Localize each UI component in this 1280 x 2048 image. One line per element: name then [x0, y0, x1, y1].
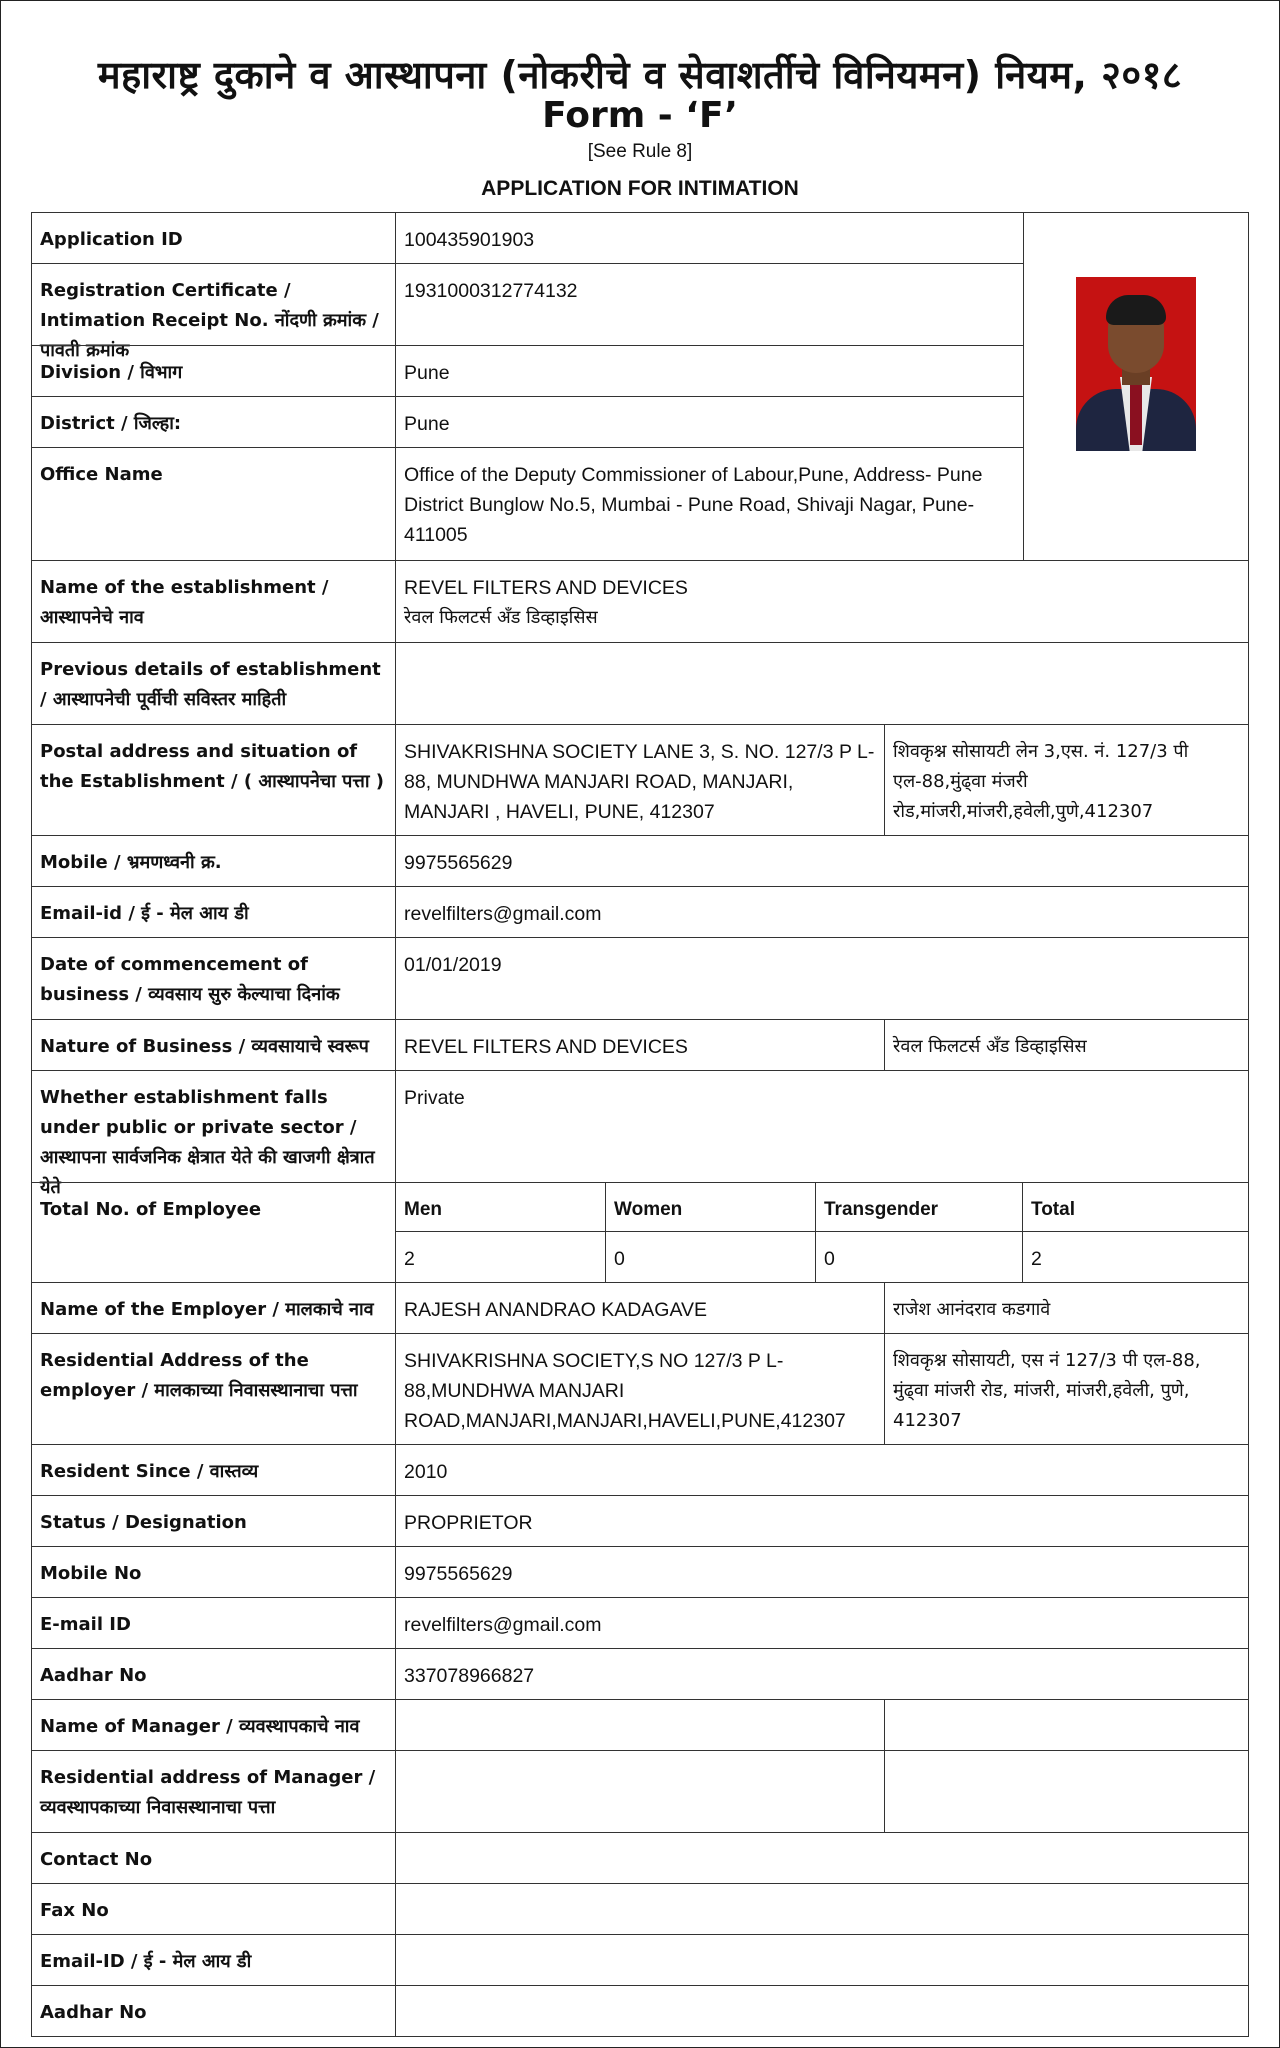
rule-reference: [See Rule 8] [587, 141, 693, 162]
label-manager: Name of Manager / व्यवस्थापकाचे नाव [31, 1699, 396, 1751]
value-resident-since: 2010 [395, 1444, 1249, 1496]
label-division: Division / विभाग [31, 345, 396, 397]
employees-men: 2 [395, 1231, 606, 1283]
label-aadhar-2: Aadhar No [31, 1985, 396, 2037]
value-commencement: 01/01/2019 [395, 937, 1249, 1020]
label-registration: Registration Certificate / Intimation Receipt No. नोंदणी क्रमांक / पावती क्रमांक [31, 263, 396, 346]
value-status: PROPRIETOR [395, 1495, 1249, 1547]
label-resident-since: Resident Since / वास्तव्य [31, 1444, 396, 1496]
value-mobile-no: 9975565629 [395, 1546, 1249, 1598]
value-email-id-2 [395, 1934, 1249, 1986]
form-subtitle: APPLICATION FOR INTIMATION [481, 177, 799, 200]
label-sector: Whether establishment falls under public or private sector / आस्थापना सार्वजनिक क्षेत्रात येते की खाजगी क्षेत्रात येते [31, 1070, 396, 1183]
label-commencement: Date of commencement of business / व्यवसाय सुरु केल्याचा दिनांक [31, 937, 396, 1020]
value-employer-address-en: SHIVAKRISHNA SOCIETY,S NO 127/3 P L-88,MUNDHWA MANJARI ROAD,MANJARI,MANJARI,HAVELI,PUNE,412307 [395, 1333, 885, 1445]
label-postal: Postal address and situation of the Establishment / ( आस्थापनेचा पत्ता ) [31, 724, 396, 836]
value-postal-mr: शिवकृश्न सोसायटी लेन 3,एस. नं. 127/3 पी एल-88,मुंढ्वा मंजरी रोड,मांजरी,मांजरी,हवेली,पुणे,412307 [884, 724, 1249, 836]
value-sector: Private [395, 1070, 1249, 1183]
employees-transgender: 0 [815, 1231, 1023, 1283]
value-establishment [395, 560, 1249, 643]
value-postal-en: SHIVAKRISHNA SOCIETY LANE 3, S. NO. 127/3 P L-88, MUNDHWA MANJARI ROAD, MANJARI, MANJARI , HAVELI, PUNE, 412307 [395, 724, 885, 836]
value-office: Office of the Deputy Commissioner of Labour,Pune, Address- Pune District Bunglow No.5, Mumbai - Pune Road, Shivaji Nagar, Pune-411005 [395, 447, 1024, 561]
value-previous [395, 642, 1249, 725]
label-nature: Nature of Business / व्यवसायाचे स्वरूप [31, 1019, 396, 1071]
label-contact: Contact No [31, 1832, 396, 1884]
value-division: Pune [395, 345, 1024, 397]
applicant-photo [1076, 277, 1196, 449]
value-aadhar-2 [395, 1985, 1249, 2037]
label-email-id: E-mail ID [31, 1597, 396, 1649]
label-employer-address: Residential Address of the employer / मालकाच्या निवासस्थानाचा पत्ता [31, 1333, 396, 1445]
value-contact [395, 1832, 1249, 1884]
value-manager-address-mr [884, 1750, 1249, 1833]
label-application-id: Application ID [31, 212, 396, 264]
label-previous: Previous details of establishment / आस्थापनेची पूर्वीची सविस्तर माहिती [31, 642, 396, 725]
value-district: Pune [395, 396, 1024, 448]
label-employees: Total No. of Employee [31, 1182, 396, 1283]
label-district: District / जिल्हा: [31, 396, 396, 448]
label-aadhar: Aadhar No [31, 1648, 396, 1700]
photo-cell [1023, 212, 1249, 561]
form-number: Form - ‘F’ [542, 95, 738, 136]
value-mobile: 9975565629 [395, 835, 1249, 887]
employees-header-women: Women [605, 1182, 816, 1232]
label-status: Status / Designation [31, 1495, 396, 1547]
value-employer-mr: राजेश आनंदराव कडगावे [884, 1282, 1249, 1334]
value-manager-en [395, 1699, 885, 1751]
value-registration: 1931000312774132 [395, 263, 1024, 346]
label-mobile-no: Mobile No [31, 1546, 396, 1598]
value-email-id: revelfilters@gmail.com [395, 1597, 1249, 1649]
value-manager-mr [884, 1699, 1249, 1751]
establishment-name-en: REVEL FILTERS AND DEVICES [404, 577, 688, 599]
value-nature-mr: रेवल फिलटर्स अँड डिव्हाइसिस [884, 1019, 1249, 1071]
establishment-name-mr: रेवल फिलटर्स अँड डिव्हाइसिस [404, 607, 598, 628]
value-nature-en: REVEL FILTERS AND DEVICES [395, 1019, 885, 1071]
value-application-id: 100435901903 [395, 212, 1024, 264]
employees-header-transgender: Transgender [815, 1182, 1023, 1232]
employees-header-men: Men [395, 1182, 606, 1232]
value-aadhar: 337078966827 [395, 1648, 1249, 1700]
label-fax: Fax No [31, 1883, 396, 1935]
value-fax [395, 1883, 1249, 1935]
label-email: Email-id / ई - मेल आय डी [31, 886, 396, 938]
value-employer-en: RAJESH ANANDRAO KADAGAVE [395, 1282, 885, 1334]
label-employer: Name of the Employer / मालकाचे नाव [31, 1282, 396, 1334]
label-email-id-2: Email-ID / ई - मेल आय डी [31, 1934, 396, 1986]
employees-header-total: Total [1022, 1182, 1249, 1232]
employees-total: 2 [1022, 1231, 1249, 1283]
label-mobile: Mobile / भ्रमणध्वनी क्र. [31, 835, 396, 887]
value-manager-address-en [395, 1750, 885, 1833]
label-office: Office Name [31, 447, 396, 561]
employees-women: 0 [605, 1231, 816, 1283]
label-establishment: Name of the establishment / आस्थापनेचे नाव [31, 560, 396, 643]
label-manager-address: Residential address of Manager / व्यवस्थापकाच्या निवासस्थानाचा पत्ता [31, 1750, 396, 1833]
form-title-marathi: महाराष्ट्र दुकाने व आस्थापना (नोकरीचे व सेवाशर्तीचे विनियमन) नियम, २०१८ [97, 53, 1183, 97]
value-email: revelfilters@gmail.com [395, 886, 1249, 938]
value-employer-address-mr: शिवकृश्न सोसायटी, एस नं 127/3 पी एल-88, मुंढ्वा मांजरी रोड, मांजरी, मांजरी,हवेली, पुणे, 412307 [884, 1333, 1249, 1445]
